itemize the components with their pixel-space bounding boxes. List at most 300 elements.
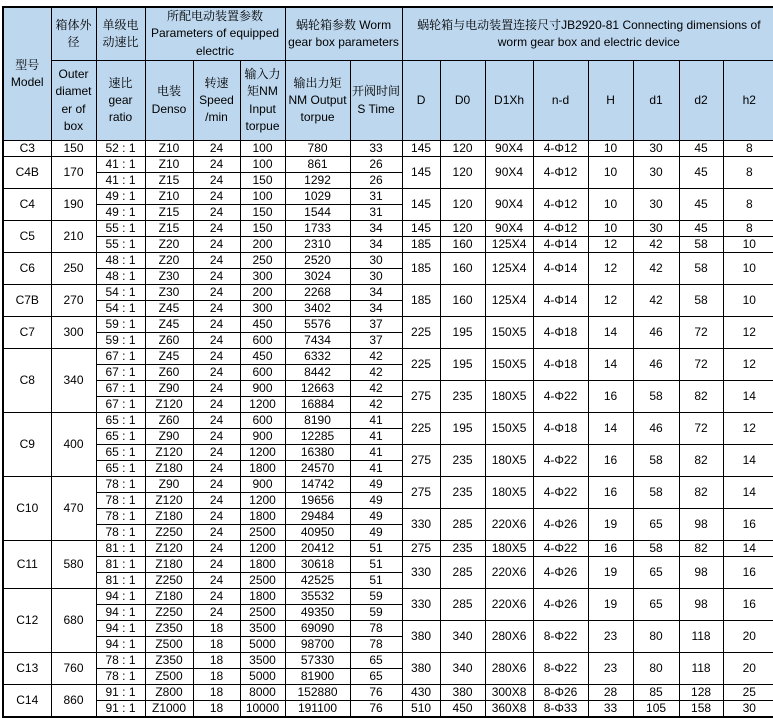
- speed-cell: 24: [193, 253, 240, 269]
- input-torque-cell: 1200: [240, 493, 285, 509]
- dim-D0-cell: 285: [440, 589, 485, 621]
- time-cell: 42: [350, 381, 402, 397]
- dim-H-cell: 19: [588, 557, 633, 589]
- dim-D-cell: 145: [402, 189, 440, 221]
- gear-ratio-cell: 65 : 1: [96, 445, 145, 461]
- speed-cell: 18: [193, 653, 240, 669]
- dim-D1Xh-cell: 220X6: [485, 557, 533, 589]
- gear-ratio-cell: 41 : 1: [96, 157, 145, 173]
- denso-cell: Z180: [145, 589, 193, 605]
- dim-d1-cell: 30: [633, 141, 679, 157]
- dim-h2-cell: 12: [723, 349, 773, 381]
- output-torque-cell: 2310: [285, 237, 350, 253]
- dim-d1-cell: 85: [633, 685, 679, 701]
- dim-D1Xh-cell: 220X6: [485, 589, 533, 621]
- dim-D1Xh-cell: 90X4: [485, 157, 533, 189]
- time-cell: 65: [350, 653, 402, 669]
- dim-D-cell: 330: [402, 557, 440, 589]
- denso-cell: Z350: [145, 621, 193, 637]
- header-gear-ratio-en: 速比gear ratio: [96, 61, 145, 141]
- speed-cell: 24: [193, 573, 240, 589]
- dim-D0-cell: 120: [440, 221, 485, 237]
- time-cell: 51: [350, 557, 402, 573]
- speed-cell: 24: [193, 509, 240, 525]
- header-input-torque: 输入力矩NM Input torpue: [240, 61, 285, 141]
- dim-D-cell: 430: [402, 685, 440, 701]
- speed-cell: 24: [193, 141, 240, 157]
- denso-cell: Z250: [145, 525, 193, 541]
- time-cell: 37: [350, 333, 402, 349]
- gear-ratio-cell: 54 : 1: [96, 301, 145, 317]
- dim-H-cell: 16: [588, 445, 633, 477]
- time-cell: 76: [350, 701, 402, 718]
- time-cell: 78: [350, 621, 402, 637]
- dim-D1Xh-cell: 90X4: [485, 221, 533, 237]
- header-dim-D1Xh: D1Xh: [485, 61, 533, 141]
- dim-n-d-cell: 4-Φ12: [533, 189, 588, 221]
- dim-d1-cell: 58: [633, 541, 679, 557]
- dim-D1Xh-cell: 180X5: [485, 381, 533, 413]
- table-row: [3, 253, 773, 269]
- header-outer-diameter-cn: 箱体外径: [51, 7, 96, 61]
- output-torque-cell: 81900: [285, 669, 350, 685]
- denso-cell: Z800: [145, 685, 193, 701]
- table-row: [3, 557, 773, 573]
- input-torque-cell: 3500: [240, 653, 285, 669]
- dim-D1Xh-cell: 150X5: [485, 317, 533, 349]
- denso-cell: Z60: [145, 413, 193, 429]
- input-torque-cell: 10000: [240, 701, 285, 718]
- dim-H-cell: 14: [588, 413, 633, 445]
- dim-D-cell: 225: [402, 349, 440, 381]
- denso-cell: Z10: [145, 189, 193, 205]
- output-torque-cell: 98700: [285, 637, 350, 653]
- gear-ratio-cell: 49 : 1: [96, 205, 145, 221]
- dim-D1Xh-cell: 180X5: [485, 445, 533, 477]
- denso-cell: Z90: [145, 381, 193, 397]
- output-torque-cell: 1733: [285, 221, 350, 237]
- time-cell: 41: [350, 413, 402, 429]
- dim-H-cell: 14: [588, 349, 633, 381]
- table-row: [3, 317, 773, 333]
- time-cell: 51: [350, 573, 402, 589]
- input-torque-cell: 100: [240, 157, 285, 173]
- dim-D-cell: 275: [402, 477, 440, 509]
- dim-h2-cell: 14: [723, 381, 773, 413]
- dim-d1-cell: 42: [633, 237, 679, 253]
- input-torque-cell: 150: [240, 221, 285, 237]
- header-electric-device-group: 所配电动装置参数 Parameters of equipped electric: [145, 7, 285, 61]
- model-cell: C5: [3, 221, 51, 253]
- outer-diameter-cell: 250: [51, 253, 96, 285]
- dim-n-d-cell: 4-Φ14: [533, 253, 588, 285]
- dim-d2-cell: 98: [679, 509, 723, 541]
- dim-n-d-cell: 4-Φ22: [533, 477, 588, 509]
- speed-cell: 24: [193, 397, 240, 413]
- output-torque-cell: 8190: [285, 413, 350, 429]
- header-dim-D: D: [402, 61, 440, 141]
- output-torque-cell: 780: [285, 141, 350, 157]
- gear-ratio-cell: 59 : 1: [96, 333, 145, 349]
- table-row: [3, 477, 773, 493]
- gear-ratio-cell: 41 : 1: [96, 173, 145, 189]
- output-torque-cell: 3024: [285, 269, 350, 285]
- input-torque-cell: 300: [240, 269, 285, 285]
- speed-cell: 24: [193, 541, 240, 557]
- dim-n-d-cell: 4-Φ18: [533, 349, 588, 381]
- denso-cell: Z90: [145, 429, 193, 445]
- dim-D0-cell: 195: [440, 317, 485, 349]
- output-torque-cell: 8442: [285, 365, 350, 381]
- table-row: [3, 349, 773, 365]
- dim-d1-cell: 58: [633, 477, 679, 509]
- speed-cell: 24: [193, 557, 240, 573]
- input-torque-cell: 8000: [240, 685, 285, 701]
- output-torque-cell: 2268: [285, 285, 350, 301]
- model-cell: C10: [3, 477, 51, 541]
- header-outer-diameter-en: Outer diameter of box: [51, 61, 96, 141]
- speed-cell: 24: [193, 205, 240, 221]
- output-torque-cell: 20412: [285, 541, 350, 557]
- dim-H-cell: 10: [588, 189, 633, 221]
- time-cell: 42: [350, 349, 402, 365]
- dim-d2-cell: 58: [679, 237, 723, 253]
- dim-D1Xh-cell: 90X4: [485, 189, 533, 221]
- gear-ratio-cell: 49 : 1: [96, 189, 145, 205]
- output-torque-cell: 16380: [285, 445, 350, 461]
- dim-D1Xh-cell: 300X8: [485, 685, 533, 701]
- input-torque-cell: 250: [240, 253, 285, 269]
- dim-D1Xh-cell: 180X5: [485, 541, 533, 557]
- denso-cell: Z15: [145, 205, 193, 221]
- time-cell: 51: [350, 541, 402, 557]
- dim-D-cell: 185: [402, 253, 440, 285]
- dim-H-cell: 28: [588, 685, 633, 701]
- speed-cell: 24: [193, 269, 240, 285]
- dim-D-cell: 185: [402, 285, 440, 317]
- model-cell: C11: [3, 541, 51, 589]
- speed-cell: 24: [193, 429, 240, 445]
- dim-D0-cell: 285: [440, 509, 485, 541]
- header-dim-D0: D0: [440, 61, 485, 141]
- gear-ratio-cell: 67 : 1: [96, 397, 145, 413]
- header-speed: 转速 Speed /min: [193, 61, 240, 141]
- dim-H-cell: 10: [588, 141, 633, 157]
- dim-d1-cell: 65: [633, 589, 679, 621]
- dim-D-cell: 380: [402, 621, 440, 653]
- dim-D0-cell: 380: [440, 685, 485, 701]
- output-torque-cell: 14742: [285, 477, 350, 493]
- denso-cell: Z90: [145, 477, 193, 493]
- dim-D0-cell: 120: [440, 157, 485, 189]
- time-cell: 49: [350, 493, 402, 509]
- time-cell: 41: [350, 461, 402, 477]
- dim-D-cell: 275: [402, 445, 440, 477]
- dim-D1Xh-cell: 90X4: [485, 141, 533, 157]
- time-cell: 41: [350, 445, 402, 461]
- dim-d2-cell: 82: [679, 445, 723, 477]
- model-cell: C8: [3, 349, 51, 413]
- dim-d2-cell: 45: [679, 221, 723, 237]
- input-torque-cell: 200: [240, 285, 285, 301]
- denso-cell: Z45: [145, 349, 193, 365]
- dim-D-cell: 380: [402, 653, 440, 685]
- input-torque-cell: 2500: [240, 573, 285, 589]
- time-cell: 26: [350, 157, 402, 173]
- dim-D0-cell: 160: [440, 253, 485, 285]
- dim-D-cell: 275: [402, 541, 440, 557]
- dim-D-cell: 225: [402, 413, 440, 445]
- denso-cell: Z180: [145, 461, 193, 477]
- header-dim-d1: d1: [633, 61, 679, 141]
- gear-ratio-cell: 48 : 1: [96, 269, 145, 285]
- time-cell: 34: [350, 285, 402, 301]
- outer-diameter-cell: 340: [51, 349, 96, 413]
- input-torque-cell: 1800: [240, 589, 285, 605]
- dim-D1Xh-cell: 360X8: [485, 701, 533, 718]
- header-output-torque: 输出力矩 NM Output torpue: [285, 61, 350, 141]
- dim-d1-cell: 58: [633, 381, 679, 413]
- speed-cell: 24: [193, 381, 240, 397]
- dim-h2-cell: 14: [723, 541, 773, 557]
- gear-ratio-cell: 94 : 1: [96, 605, 145, 621]
- speed-cell: 24: [193, 477, 240, 493]
- dim-d2-cell: 118: [679, 621, 723, 653]
- dim-d1-cell: 42: [633, 285, 679, 317]
- output-torque-cell: 69090: [285, 621, 350, 637]
- dim-d2-cell: 98: [679, 557, 723, 589]
- dim-d1-cell: 30: [633, 157, 679, 189]
- header-dim-H: H: [588, 61, 633, 141]
- denso-cell: Z180: [145, 509, 193, 525]
- dim-d1-cell: 46: [633, 349, 679, 381]
- time-cell: 31: [350, 189, 402, 205]
- dim-D0-cell: 160: [440, 237, 485, 253]
- gear-ratio-cell: 94 : 1: [96, 637, 145, 653]
- output-torque-cell: 30618: [285, 557, 350, 573]
- dim-h2-cell: 10: [723, 237, 773, 253]
- time-cell: 37: [350, 317, 402, 333]
- dim-d2-cell: 72: [679, 413, 723, 445]
- dim-h2-cell: 8: [723, 157, 773, 189]
- dim-H-cell: 16: [588, 541, 633, 557]
- outer-diameter-cell: 470: [51, 477, 96, 541]
- dim-D1Xh-cell: 180X5: [485, 477, 533, 509]
- dim-D0-cell: 195: [440, 413, 485, 445]
- output-torque-cell: 16884: [285, 397, 350, 413]
- output-torque-cell: 1029: [285, 189, 350, 205]
- denso-cell: Z500: [145, 637, 193, 653]
- speed-cell: 24: [193, 445, 240, 461]
- time-cell: 34: [350, 221, 402, 237]
- dim-D0-cell: 340: [440, 653, 485, 685]
- denso-cell: Z1000: [145, 701, 193, 718]
- dim-D1Xh-cell: 280X6: [485, 653, 533, 685]
- speed-cell: 24: [193, 493, 240, 509]
- output-torque-cell: 57330: [285, 653, 350, 669]
- table-row: [3, 285, 773, 301]
- gear-ratio-cell: 55 : 1: [96, 221, 145, 237]
- output-torque-cell: 49350: [285, 605, 350, 621]
- dim-H-cell: 12: [588, 285, 633, 317]
- dim-d1-cell: 30: [633, 189, 679, 221]
- dim-H-cell: 16: [588, 381, 633, 413]
- dim-d2-cell: 58: [679, 285, 723, 317]
- table-header: [3, 7, 773, 141]
- time-cell: 41: [350, 429, 402, 445]
- dim-h2-cell: 16: [723, 509, 773, 541]
- dim-n-d-cell: 4-Φ18: [533, 317, 588, 349]
- gear-ratio-cell: 78 : 1: [96, 477, 145, 493]
- dim-D0-cell: 235: [440, 477, 485, 509]
- input-torque-cell: 100: [240, 141, 285, 157]
- speed-cell: 24: [193, 413, 240, 429]
- model-cell: C7B: [3, 285, 51, 317]
- dim-H-cell: 33: [588, 701, 633, 718]
- dim-D0-cell: 285: [440, 557, 485, 589]
- dim-d2-cell: 72: [679, 349, 723, 381]
- table-row: [3, 157, 773, 173]
- dim-h2-cell: 14: [723, 445, 773, 477]
- time-cell: 34: [350, 237, 402, 253]
- dim-n-d-cell: 4-Φ14: [533, 285, 588, 317]
- speed-cell: 24: [193, 221, 240, 237]
- dim-D-cell: 275: [402, 381, 440, 413]
- gear-ratio-cell: 91 : 1: [96, 701, 145, 718]
- input-torque-cell: 5000: [240, 637, 285, 653]
- dim-d1-cell: 46: [633, 413, 679, 445]
- dim-D-cell: 185: [402, 237, 440, 253]
- gear-ratio-cell: 55 : 1: [96, 237, 145, 253]
- model-cell: C4: [3, 189, 51, 221]
- outer-diameter-cell: 150: [51, 141, 96, 157]
- dim-h2-cell: 14: [723, 477, 773, 509]
- output-torque-cell: 12285: [285, 429, 350, 445]
- dim-n-d-cell: 8-Φ33: [533, 701, 588, 718]
- outer-diameter-cell: 270: [51, 285, 96, 317]
- header-dim-d2: d2: [679, 61, 723, 141]
- table-row: [3, 381, 773, 397]
- table-body: [3, 141, 773, 718]
- dim-h2-cell: 20: [723, 621, 773, 653]
- dim-d2-cell: 118: [679, 653, 723, 685]
- dim-D-cell: 145: [402, 221, 440, 237]
- dim-H-cell: 16: [588, 477, 633, 509]
- dim-d1-cell: 105: [633, 701, 679, 718]
- dim-D0-cell: 235: [440, 541, 485, 557]
- dim-D-cell: 510: [402, 701, 440, 718]
- speed-cell: 24: [193, 157, 240, 173]
- outer-diameter-cell: 400: [51, 413, 96, 477]
- speed-cell: 24: [193, 365, 240, 381]
- dim-D1Xh-cell: 280X6: [485, 621, 533, 653]
- header-connecting-dimensions-group: 蜗轮箱与电动装置连接尺寸JB2920-81 Connecting dimensions of worm gear box and electric device: [402, 7, 773, 61]
- dim-n-d-cell: 4-Φ22: [533, 381, 588, 413]
- dim-h2-cell: 10: [723, 285, 773, 317]
- table-row: [3, 685, 773, 701]
- dim-D0-cell: 120: [440, 141, 485, 157]
- model-cell: C13: [3, 653, 51, 685]
- dim-D1Xh-cell: 125X4: [485, 237, 533, 253]
- dim-H-cell: 10: [588, 157, 633, 189]
- gear-ratio-cell: 65 : 1: [96, 461, 145, 477]
- speed-cell: 24: [193, 173, 240, 189]
- dim-h2-cell: 16: [723, 589, 773, 621]
- model-cell: C9: [3, 413, 51, 477]
- dim-d2-cell: 45: [679, 141, 723, 157]
- gear-ratio-cell: 52 : 1: [96, 141, 145, 157]
- time-cell: 78: [350, 637, 402, 653]
- speed-cell: 24: [193, 237, 240, 253]
- speed-cell: 18: [193, 669, 240, 685]
- speed-cell: 24: [193, 605, 240, 621]
- dim-n-d-cell: 4-Φ12: [533, 221, 588, 237]
- time-cell: 26: [350, 173, 402, 189]
- header-dim-n-d: n-d: [533, 61, 588, 141]
- dim-d2-cell: 98: [679, 589, 723, 621]
- output-torque-cell: 2520: [285, 253, 350, 269]
- gear-ratio-cell: 91 : 1: [96, 685, 145, 701]
- worm-gearbox-spec-table: [2, 6, 773, 718]
- input-torque-cell: 450: [240, 317, 285, 333]
- header-row-top: [3, 7, 773, 61]
- output-torque-cell: 6332: [285, 349, 350, 365]
- outer-diameter-cell: 860: [51, 685, 96, 718]
- output-torque-cell: 24570: [285, 461, 350, 477]
- gear-ratio-cell: 59 : 1: [96, 317, 145, 333]
- dim-h2-cell: 10: [723, 253, 773, 285]
- dim-n-d-cell: 4-Φ26: [533, 557, 588, 589]
- input-torque-cell: 150: [240, 205, 285, 221]
- dim-h2-cell: 8: [723, 189, 773, 221]
- dim-h2-cell: 30: [723, 701, 773, 718]
- dim-h2-cell: 8: [723, 221, 773, 237]
- table-row: [3, 509, 773, 525]
- input-torque-cell: 1800: [240, 557, 285, 573]
- dim-n-d-cell: 4-Φ26: [533, 589, 588, 621]
- gear-ratio-cell: 81 : 1: [96, 541, 145, 557]
- model-cell: C6: [3, 253, 51, 285]
- outer-diameter-cell: 210: [51, 221, 96, 253]
- output-torque-cell: 40950: [285, 525, 350, 541]
- output-torque-cell: 12663: [285, 381, 350, 397]
- model-cell: C3: [3, 141, 51, 157]
- gear-ratio-cell: 78 : 1: [96, 669, 145, 685]
- time-cell: 31: [350, 205, 402, 221]
- dim-D-cell: 225: [402, 317, 440, 349]
- table-row: [3, 237, 773, 253]
- output-torque-cell: 1544: [285, 205, 350, 221]
- denso-cell: Z180: [145, 557, 193, 573]
- dim-H-cell: 10: [588, 221, 633, 237]
- dim-d2-cell: 82: [679, 477, 723, 509]
- outer-diameter-cell: 300: [51, 317, 96, 349]
- dim-n-d-cell: 4-Φ22: [533, 541, 588, 557]
- output-torque-cell: 19656: [285, 493, 350, 509]
- gear-ratio-cell: 67 : 1: [96, 365, 145, 381]
- time-cell: 65: [350, 669, 402, 685]
- dim-H-cell: 19: [588, 589, 633, 621]
- input-torque-cell: 1200: [240, 541, 285, 557]
- header-denso: 电装 Denso: [145, 61, 193, 141]
- dim-H-cell: 23: [588, 653, 633, 685]
- model-cell: C7: [3, 317, 51, 349]
- dim-d2-cell: 72: [679, 317, 723, 349]
- dim-h2-cell: 16: [723, 557, 773, 589]
- table-row: [3, 445, 773, 461]
- header-worm-gearbox-group: 蜗轮箱参数 Worm gear box parameters: [285, 7, 402, 61]
- speed-cell: 24: [193, 285, 240, 301]
